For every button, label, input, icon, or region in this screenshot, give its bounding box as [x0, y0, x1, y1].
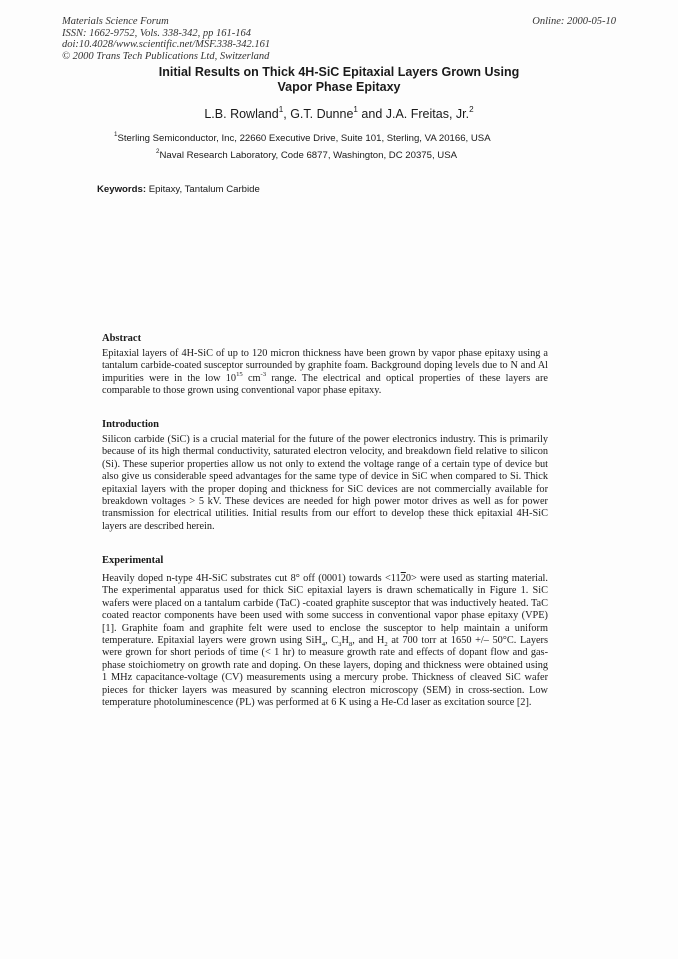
subscript: 8	[348, 641, 353, 649]
affiliation-mark: 1	[114, 131, 118, 139]
author-name: L.B. Rowland	[204, 107, 279, 121]
affiliation-2	[156, 150, 457, 161]
abstract-text: Epitaxial layers of 4H-SiC of up to 120 micron thickness have been grown by vapor phase epitaxy using a tantalum carbide-coated susceptor surrounded by graphite foam. Background doping levels due to N and Al impurities were in the low 10	[102, 348, 548, 384]
author-name: J.A. Freitas, Jr.	[385, 107, 470, 121]
experimental-text: Heavily doped n-type 4H-SiC substrates cut 8° off (0001) towards <11	[102, 573, 401, 584]
keywords	[97, 184, 260, 195]
online-date: Online: 2000-05-10	[532, 16, 616, 27]
copyright-line: © 2000 Trans Tech Publications Ltd, Switzerland	[62, 50, 270, 62]
exponent: -3	[260, 370, 267, 378]
overbar-index: 2	[400, 573, 406, 584]
title-line-1: Initial Results on Thick 4H-SiC Epitaxial Layers Grown Using	[158, 65, 520, 79]
affiliation-text: Naval Research Laboratory, Code 6877, Washington, DC 20375, USA	[159, 150, 458, 161]
journal-header	[62, 16, 270, 62]
abstract-text: cm	[242, 372, 261, 384]
affiliation-1	[114, 133, 491, 144]
journal-name: Materials Science Forum	[62, 16, 169, 27]
introduction-paragraph: Silicon carbide (SiC) is a crucial material for the future of the power electronics industry. This is primarily because of its high thermal conductivity, saturated electron velocity, and breakdown field relative to silicon (Si). These superior properties allow us not only to extend the voltage range of a certain type of device but also give us considerable speed advantages for the same type of device in SiC when compared to Si. Thick epitaxial layers with the proper doping and thickness for SiC devices are not commercially available for breakdown voltages > 5 kV. These devices are needed for high power motor drives as well as for power transmission for electrical utilities. Initial results from our effort to develop these thick epitaxial 4H-SiC layers are described herein.	[102, 434, 548, 532]
affiliation-text: Sterling Semiconductor, Inc, 22660 Executive Drive, Suite 101, Sterling, VA 20166, USA	[117, 133, 491, 144]
doi-line: doi:10.4028/www.scientific.net/MSF.338-342.161	[62, 39, 271, 51]
experimental-paragraph	[102, 573, 548, 709]
title-line-2: Vapor Phase Epitaxy	[277, 80, 401, 94]
affiliation-mark: 2	[156, 148, 160, 156]
experimental-text: at 700 torr at 1650 +/– 50°C. Layers were grown for short periods of time (< 1 hr) to measure growth rate and effects of dopant flow and gas-phase stoichiometry on growth rate and doping. On these layers, doping and thickness were obtained using 1 MHz capacitance-voltage (CV) measurements using a mercury probe. Thickness of cleaved SiC wafer pieces for thicker layers was measured by scanning electron microscopy (SEM) in cross-section. Low temperature photoluminescence (PL) was performed at 6 K using a He-Cd laser as excitation source [2].	[102, 635, 548, 709]
author-separator: and	[357, 107, 386, 121]
author-list	[90, 107, 588, 121]
author-affiliation-mark: 1	[278, 105, 284, 115]
author-affiliation-mark: 1	[353, 105, 358, 115]
keywords-label: Keywords:	[97, 184, 147, 195]
experimental-heading: Experimental	[102, 555, 164, 566]
subscript: 4	[321, 641, 326, 649]
subscript: 3	[338, 641, 342, 649]
introduction-heading: Introduction	[102, 419, 159, 430]
experimental-text: H	[341, 635, 349, 647]
keywords-text: Epitaxy, Tantalum Carbide	[148, 184, 260, 195]
author-separator: ,	[283, 107, 291, 121]
author-name: G.T. Dunne	[290, 107, 354, 121]
subscript: 2	[384, 641, 388, 649]
abstract-text: range. The electrical and optical properties of these layers are comparable to those grown using conventional vapor phase epitaxy.	[102, 372, 549, 397]
abstract-heading: Abstract	[102, 333, 142, 344]
issn-line: ISSN: 1662-9752, Vols. 338-342, pp 161-164	[62, 27, 251, 39]
experimental-text: 0> were used as starting material. The experimental apparatus used for thick SiC epitaxial layers is drawn schematically in Figure 1. SiC wafers were placed on a tantalum carbide (TaC) -coated graphite susceptor that was inductively heated. TaC coated reactor components have been used with some success in conventional vapor phase epitaxy (VPE) [1]. Graphite foam and graphite felt were used to enclose the susceptor to help maintain a uniform temperature. Epitaxial layers were grown using SiH	[102, 573, 548, 647]
experimental-text: , and H	[352, 635, 385, 647]
paper-title	[90, 65, 588, 95]
abstract-paragraph	[102, 348, 548, 398]
exponent: 15	[236, 370, 243, 378]
author-affiliation-mark: 2	[469, 105, 474, 115]
experimental-text: , C	[325, 635, 339, 647]
